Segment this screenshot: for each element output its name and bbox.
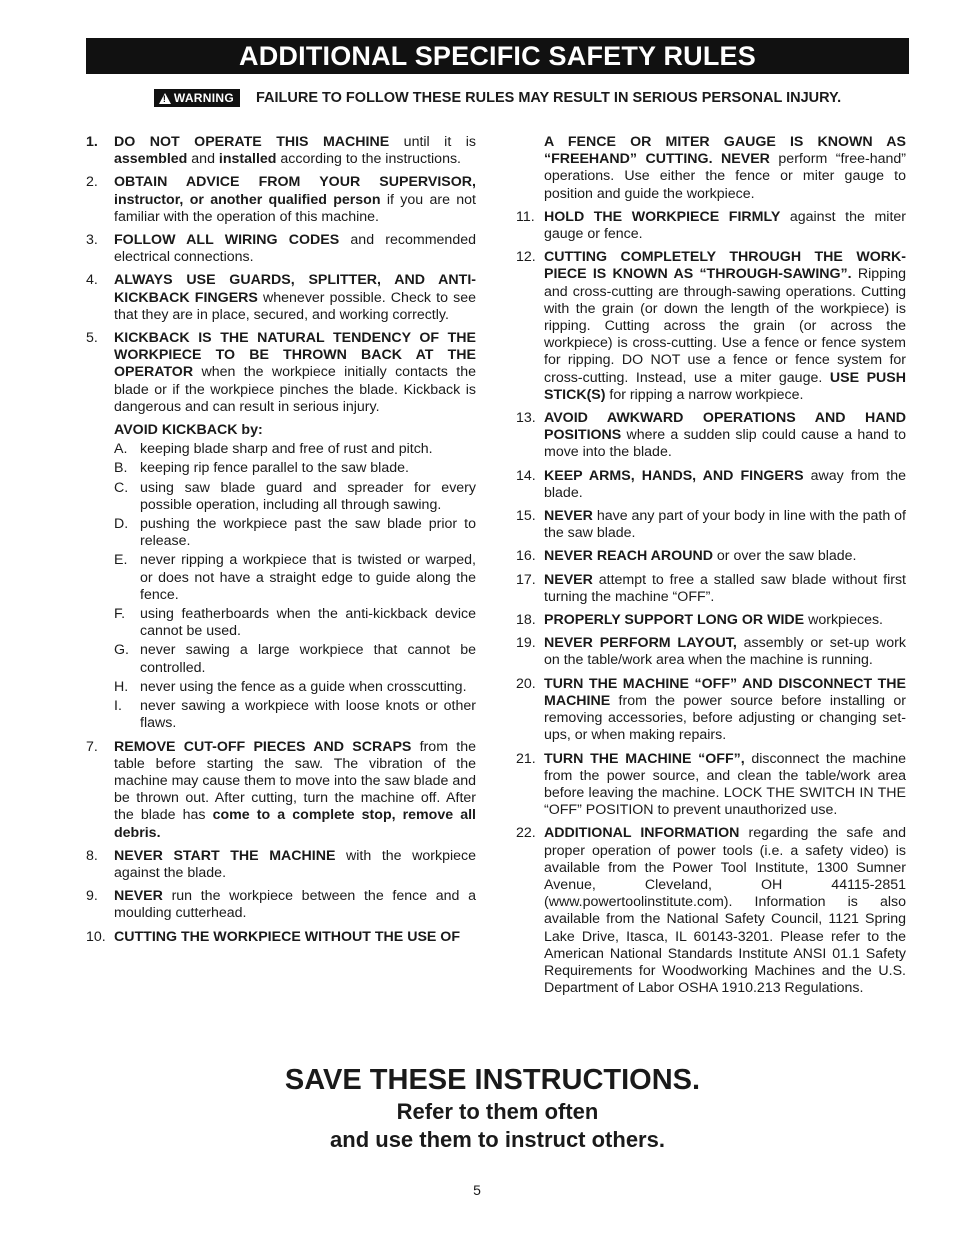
rule-number: 4. (86, 272, 98, 289)
rule-number: 3. (86, 232, 98, 249)
rule-number: 21. (516, 750, 536, 767)
rule-number: 20. (516, 675, 536, 692)
rule-item-18 (516, 612, 906, 629)
rule-item-2 (86, 174, 476, 226)
rule-number: 2. (86, 174, 98, 191)
rule-item-21 (516, 751, 906, 820)
rule-item-1 (86, 134, 476, 168)
rule-number: 5. (86, 330, 98, 347)
list-item: H. never using the fence as a guide when crosscutting. (114, 678, 467, 695)
list-item: E. never ripping a workpiece that is twisted or warped, or does not have a straight edge to guide along the fence. (114, 552, 476, 603)
rule-item-9 (86, 888, 476, 922)
list-item: D. pushing the workpiece past the saw blade prior to release. (114, 516, 476, 550)
rule-item-3 (86, 232, 476, 266)
rule-number: 14. (516, 467, 536, 484)
rule-text: NEVER attempt to free a stalled saw blade without first turning the machine “OFF”. (544, 571, 906, 605)
rule-number: 10. (86, 928, 106, 945)
rule-item-22 (516, 825, 906, 997)
rule-text: AVOID AWKWARD OPERATIONS AND HAND POSITIONS where a sudden slip could cause a hand to move into the blade. (544, 410, 906, 461)
warning-row (86, 88, 909, 108)
rule-number: 12. (516, 249, 536, 266)
warning-badge (154, 89, 240, 107)
rule-text: ADDITIONAL INFORMATION regarding the safe and proper operation of power tools (i.e. a safety video) is available from the Power Tool Institute, 1300 Sumner Avenue, Cleveland, OH 44115-2851 (www.powertoolinstitute.com). Information is also available from the National Safety Council, 1121 Spring Lake Drive, Itasca, IL 60143-3201. Please refer to the American National Standards Institute ANSI 01.1 Safety Requirements for Woodworking Machines and the U.S. Department of Labor OSHA 1910.213 Regulations. (544, 825, 906, 997)
rule-number: 18. (516, 612, 536, 629)
save-instructions-line-1: Refer to them often (396, 1099, 599, 1124)
warning-badge-label: WARNING (173, 91, 234, 105)
rule-text: CUTTING COMPLETELY THROUGH THE WORK-PIECE IS KNOWN AS “THROUGH-SAWING”. Ripping and cross-cutting are through-sawing operations. Cutting with the grain (or down the length of the workpiece) is ripping. Cutting across the grain (or across the workpiece) is cross-cutting. Use a fence or fence system for ripping. DO NOT use a fence or fence system for cross-cutting. Instead, use a miter gauge. USE PUSH STICK(S) for ripping a narrow workpiece. (544, 249, 907, 403)
rule-number: 8. (86, 847, 98, 864)
rule-text: NEVER have any part of your body in line with the path of the saw blade. (544, 508, 906, 542)
list-item: B. keeping rip fence parallel to the saw blade. (114, 460, 409, 477)
avoid-kickback-heading: AVOID KICKBACK by: (114, 422, 263, 439)
rule-number: 9. (86, 888, 98, 905)
list-item: G. never sawing a large workpiece that cannot be controlled. (114, 642, 476, 676)
rule-text: NEVER START THE MACHINE with the workpiece against the blade. (114, 847, 476, 881)
rule-item-8 (86, 848, 476, 882)
rule-text: PROPERLY SUPPORT LONG OR WIDE workpieces. (544, 612, 883, 629)
rule-text: CUTTING THE WORKPIECE WITHOUT THE USE OF (114, 928, 461, 945)
warning-triangle-icon (159, 93, 171, 104)
list-item: A. keeping blade sharp and free of rust and pitch. (114, 441, 433, 458)
rule-item-16 (516, 548, 906, 565)
rule-text: FOLLOW ALL WIRING CODES and recommended electrical connections. (114, 232, 476, 266)
rule-number: 22. (516, 825, 536, 842)
right-column (516, 134, 906, 1003)
rule-item-5 (86, 330, 476, 416)
save-instructions-block (86, 1062, 909, 1154)
rule-item-12 (516, 249, 906, 404)
rule-number: 15. (516, 508, 536, 525)
rule-text: KEEP ARMS, HANDS, AND FINGERS away from the blade. (544, 467, 906, 501)
rule-text: REMOVE CUT-OFF PIECES AND SCRAPS from the table before starting the saw. The vibration of the machine may cause them to move into the saw blade and be thrown out. After cutting, turn the machine off. After the blade has come to a complete stop, remove all debris. (114, 738, 476, 841)
rule-text: OBTAIN ADVICE FROM YOUR SUPERVISOR, instructor, or another qualified person if you are not familiar with the operation of this machine. (114, 174, 477, 225)
rule-text: TURN THE MACHINE “OFF” AND DISCONNECT THE MACHINE from the power source before installing or removing accessories, before adjusting or changing set-ups, or when making repairs. (544, 675, 906, 744)
rule-text: ALWAYS USE GUARDS, SPLITTER, AND ANTI-KICKBACK FINGERS whenever possible. Check to see that they are in place, secured, and working correctly. (114, 272, 477, 323)
rule-item-17 (516, 572, 906, 606)
list-item: F. using featherboards when the anti-kickback device cannot be used. (114, 606, 476, 640)
rule-text: HOLD THE WORKPIECE FIRMLY against the miter gauge or fence. (544, 208, 906, 243)
rule-number: 19. (516, 635, 536, 652)
rule-text: DO NOT OPERATE THIS MACHINE until it is assembled and installed according to the instructions. (114, 134, 477, 168)
rule-item-14 (516, 468, 906, 502)
rule-item-19 (516, 635, 906, 669)
rule-item-10 (86, 929, 476, 946)
rule-item-15 (516, 508, 906, 542)
rule-text: NEVER run the workpiece between the fence and a moulding cutterhead. (114, 888, 476, 922)
avoid-kickback-list (86, 441, 476, 732)
rule-text: TURN THE MACHINE “OFF”, disconnect the machine from the power source, and clean the table/work area before leaving the machine. LOCK THE SWITCH IN THE “OFF” POSITION to prevent unauthorized use. (544, 750, 906, 819)
page-number: 5 (473, 1182, 481, 1198)
rule-item-11 (516, 209, 906, 243)
save-instructions-line-2: and use them to instruct others. (330, 1127, 665, 1152)
save-instructions-title: SAVE THESE INSTRUCTIONS. (284, 1064, 701, 1096)
left-column (86, 134, 476, 952)
rule-item-4 (86, 272, 476, 324)
rule-item-20 (516, 676, 906, 745)
page-title: ADDITIONAL SPECIFIC SAFETY RULES (86, 38, 909, 74)
list-item: C. using saw blade guard and spreader for every possible operation, including all through sawing. (114, 479, 476, 513)
rule-item-10-continued: A FENCE OR MITER GAUGE IS KNOWN AS “FREEHAND” CUTTING. NEVER perform “free-hand” operations. Use either the fence or miter gauge to position and guide the workpiece. (544, 134, 906, 202)
rule-text: KICKBACK IS THE NATURAL TENDENCY OF THE WORKPIECE TO BE THROWN BACK AT THE OPERATOR when the workpiece initially contacts the blade or if the workpiece pinches the blade. Kickback is dangerous and can result in serious injury. (114, 330, 476, 415)
rule-number: 16. (516, 548, 536, 565)
rule-number: 11. (516, 208, 535, 225)
rule-text: NEVER PERFORM LAYOUT, assembly or set-up work on the table/work area when the machine is running. (544, 635, 906, 669)
rule-number: 1. (86, 134, 98, 150)
rule-item-7 (86, 739, 476, 842)
rule-item-13 (516, 410, 906, 462)
rule-number: 13. (516, 410, 536, 427)
list-item: I. never sawing a workpiece with loose knots or other flaws. (114, 698, 476, 732)
rule-number: 17. (516, 571, 536, 588)
rule-text: NEVER REACH AROUND or over the saw blade. (544, 548, 857, 565)
rule-number: 7. (86, 738, 98, 755)
warning-text: FAILURE TO FOLLOW THESE RULES MAY RESULT IN SERIOUS PERSONAL INJURY. (255, 90, 842, 106)
